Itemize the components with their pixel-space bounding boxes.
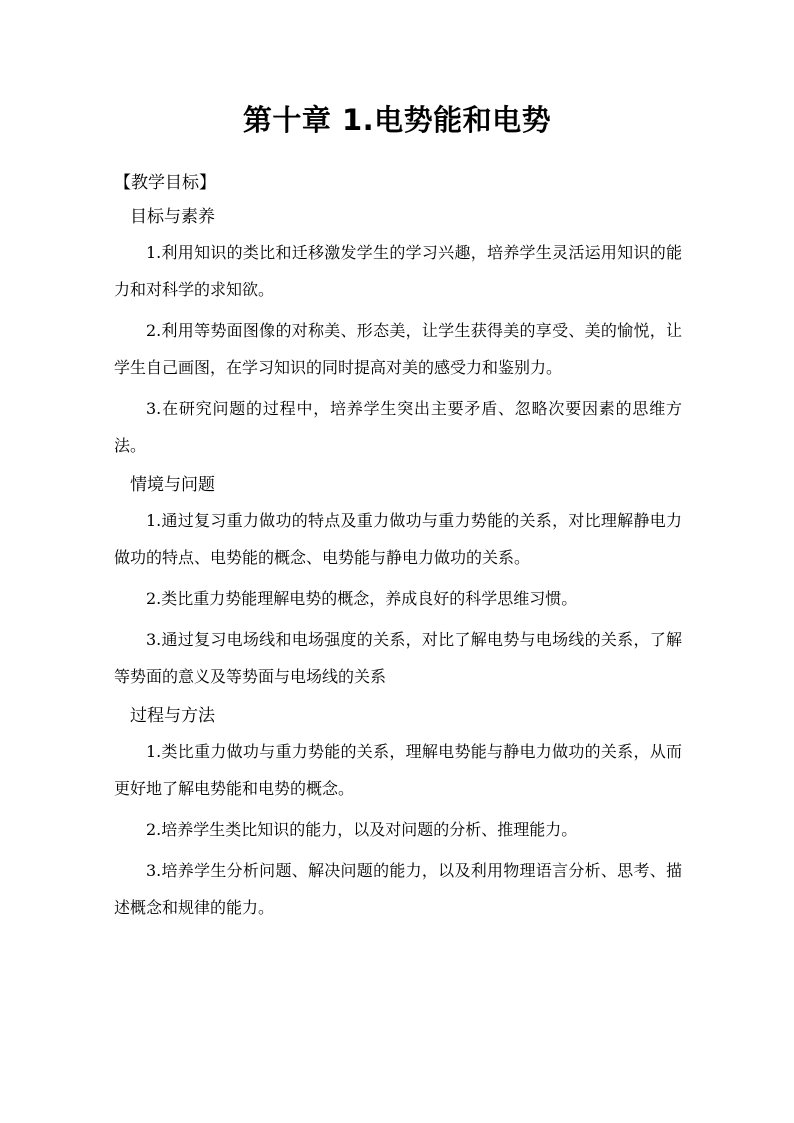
paragraph: 1.利用知识的类比和迁移激发学生的学习兴趣，培养学生灵活运用知识的能力和对科学的求知欲。 [114, 243, 682, 299]
paragraph: 3.通过复习电场线和电场强度的关系，对比了解电势与电场线的关系，了解等势面的意义及等势面与电场线的关系 [114, 630, 682, 686]
section-process-and-method [114, 699, 682, 926]
section-goals-and-literacy [114, 200, 682, 464]
paragraph: 3.在研究问题的过程中，培养学生突出主要矛盾、忽略次要因素的思维方法。 [114, 399, 682, 455]
document-title: 第十章 1.电势能和电势 [242, 103, 552, 137]
document-content [114, 166, 682, 930]
section-label-teaching-goals: 【教学目标】 [114, 173, 216, 193]
paragraph: 3.培养学生分析问题、解决问题的能力，以及利用物理语言分析、思考、描述概念和规律的能力。 [114, 861, 682, 917]
section-context-and-questions [114, 468, 682, 695]
paragraph: 2.培养学生类比知识的能力，以及对问题的分析、推理能力。 [146, 820, 578, 839]
sub-heading: 目标与素养 [130, 207, 215, 227]
sub-heading: 情境与问题 [130, 475, 215, 495]
paragraph: 2.类比重力势能理解电势的概念，养成良好的科学思维习惯。 [146, 589, 578, 608]
paragraph: 1.类比重力做功与重力势能的关系，理解电势能与静电力做功的关系，从而更好地了解电势能和电势的概念。 [114, 742, 682, 798]
paragraph: 2.利用等势面图像的对称美、形态美，让学生获得美的享受、美的愉悦，让学生自己画图，在学习知识的同时提高对美的感受力和鉴别力。 [114, 321, 682, 377]
paragraph: 1.通过复习重力做功的特点及重力做功与重力势能的关系，对比理解静电力做功的特点、电势能的概念、电势能与静电力做功的关系。 [114, 511, 682, 567]
sub-heading: 过程与方法 [130, 706, 215, 726]
